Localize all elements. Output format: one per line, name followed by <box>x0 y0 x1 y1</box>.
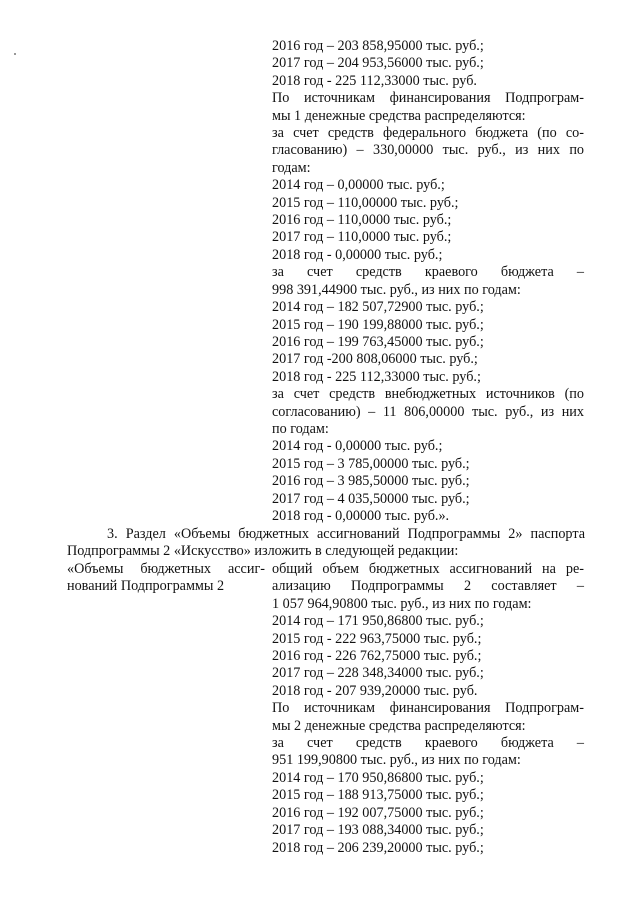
year-line: 2018 год - 225 112,33000 тыс. руб.; <box>272 368 481 385</box>
year-line: 2017 год -200 808,06000 тыс. руб.; <box>272 351 478 368</box>
total-line: 1 057 964,90800 тыс. руб., из них по годам: <box>272 595 532 612</box>
subprogram-1-funding-continuation <box>272 38 584 525</box>
budget-allocation-label <box>67 561 265 596</box>
year-line: 2015 год – 110,00000 тыс. руб.; <box>272 194 459 211</box>
year-line: 2016 год – 110,0000 тыс. руб.; <box>272 212 452 229</box>
year-line: 2018 год - 225 112,33000 тыс. руб. <box>272 72 477 89</box>
extrabudget-line: по годам: <box>272 420 329 437</box>
extrabudget-line: за счет средств внебюджетных источников (по <box>272 386 584 403</box>
extrabudget-line: согласованию) – 11 806,00000 тыс. руб., из них <box>272 403 584 420</box>
regional-budget-line: 998 391,44900 тыс. руб., из них по годам: <box>272 281 521 298</box>
label-line: нований Подпрограммы 2 <box>67 578 225 595</box>
scan-speck <box>14 53 16 55</box>
year-line: 2016 год – 199 763,45000 тыс. руб.; <box>272 333 484 350</box>
year-line: 2014 год – 182 507,72900 тыс. руб.; <box>272 299 484 316</box>
label-line: «Объемы бюджетных ассиг- <box>67 561 265 577</box>
subprogram-2-funding <box>272 561 584 857</box>
section-3-line: 3. Раздел «Объемы бюджетных ассигнований Подпрограммы 2» паспорта <box>107 526 585 542</box>
regional-budget-line: за счет средств краевого бюджета – <box>272 264 584 281</box>
total-line: общий объем бюджетных ассигнований на ре- <box>272 561 584 577</box>
year-line: 2016 год – 3 985,50000 тыс. руб.; <box>272 473 470 490</box>
section-3-paragraph <box>67 526 585 561</box>
year-line: 2015 год – 190 199,88000 тыс. руб.; <box>272 316 484 333</box>
year-line: 2017 год – 228 348,34000 тыс. руб.; <box>272 665 484 682</box>
year-line: 2015 год – 3 785,00000 тыс. руб.; <box>272 455 470 472</box>
year-line: 2016 год - 226 762,75000 тыс. руб.; <box>272 648 482 665</box>
year-line: 2018 год – 206 239,20000 тыс. руб.; <box>272 839 484 856</box>
federal-budget-line: за счет средств федерального бюджета (по со- <box>272 125 584 142</box>
year-line: 2018 год - 0,00000 тыс. руб.; <box>272 246 443 263</box>
regional-budget-line: 951 199,90800 тыс. руб., из них по годам: <box>272 752 521 769</box>
year-line: 2017 год – 204 953,56000 тыс. руб.; <box>272 55 484 72</box>
year-line: 2017 год – 4 035,50000 тыс. руб.; <box>272 490 470 507</box>
year-line: 2017 год – 193 088,34000 тыс. руб.; <box>272 822 484 839</box>
year-line: 2016 год – 192 007,75000 тыс. руб.; <box>272 804 484 821</box>
year-line: 2018 год - 207 939,20000 тыс. руб. <box>272 682 478 699</box>
federal-budget-line: годам: <box>272 159 311 176</box>
year-line: 2015 год - 222 963,75000 тыс. руб.; <box>272 630 482 647</box>
regional-budget-line: за счет средств краевого бюджета – <box>272 735 584 752</box>
year-line: 2017 год – 110,0000 тыс. руб.; <box>272 229 452 246</box>
year-line: 2014 год – 171 950,86800 тыс. руб.; <box>272 613 484 630</box>
sources-intro-line: мы 1 денежные средства распределяются: <box>272 107 526 124</box>
year-line: 2015 год – 188 913,75000 тыс. руб.; <box>272 787 484 804</box>
section-3-line: Подпрограммы 2 «Искусство» изложить в следующей редакции: <box>67 543 459 560</box>
sources-intro-line: мы 2 денежные средства распределяются: <box>272 717 526 734</box>
year-line: 2016 год – 203 858,95000 тыс. руб.; <box>272 38 484 54</box>
year-line: 2014 год - 0,00000 тыс. руб.; <box>272 438 443 455</box>
federal-budget-line: гласованию) – 330,00000 тыс. руб., из них по <box>272 142 584 159</box>
sources-intro-line: По источникам финансирования Подпрограм- <box>272 90 584 107</box>
total-line: ализацию Подпрограммы 2 составляет – <box>272 578 584 595</box>
year-line: 2014 год – 0,00000 тыс. руб.; <box>272 177 445 194</box>
sources-intro-line: По источникам финансирования Подпрограм- <box>272 700 584 717</box>
year-line: 2014 год – 170 950,86800 тыс. руб.; <box>272 769 484 786</box>
year-line: 2018 год - 0,00000 тыс. руб.». <box>272 507 450 524</box>
